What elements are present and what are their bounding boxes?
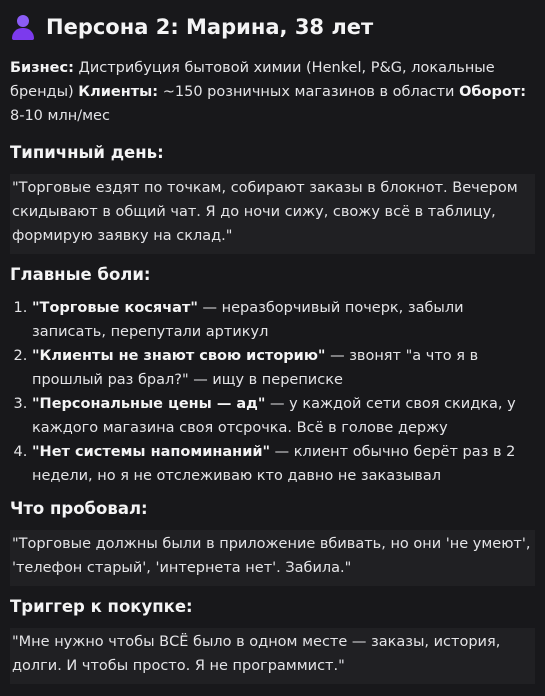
business-label: Бизнес:: [10, 60, 74, 76]
turnover-value: 8-10 млн/мес: [10, 108, 110, 124]
turnover-label: Оборот:: [459, 84, 527, 100]
section-heading-trigger: Триггер к покупке:: [10, 597, 193, 616]
list-item: [32, 392, 535, 440]
pain-title: "Клиенты не знают свою историю": [32, 348, 326, 364]
list-item: [32, 296, 535, 344]
list-item: [32, 344, 535, 392]
section-heading-pains: Главные боли:: [10, 265, 151, 284]
trigger-quote: "Мне нужно чтобы ВСЁ было в одном месте — заказы, история, долги. И чтобы просто. Я не программист.": [10, 628, 535, 684]
pain-text: — клиент обычно берёт раз в 2 недели, но я не отслеживаю кто давно не заказывал: [32, 444, 516, 484]
pain-title: "Торговые косячат": [32, 300, 198, 316]
list-item: [32, 440, 535, 488]
business-value: Дистрибуция бытовой химии (Henkel, P&G, локальные бренды): [10, 60, 495, 100]
pain-text: — звонят "а что я в прошлый раз брал?" — ищу в переписке: [32, 348, 479, 388]
clients-value: ~150 розничных магазинов в области: [162, 84, 455, 100]
pain-title: "Нет системы напоминаний": [32, 444, 271, 460]
tried-quote: "Торговые должны были в приложение вбивать, но они 'не умеют', 'телефон старый', 'интернета нет'. Забила.": [10, 530, 535, 586]
pain-text: — неразборчивый почерк, забыли записать, перепутали артикул: [32, 300, 464, 340]
pain-text: — у каждой сети своя скидка, у каждого магазина своя отсрочка. Всё в голове держу: [32, 396, 516, 436]
typical-day-quote: "Торговые ездят по точкам, собирают заказы в блокнот. Вечером скидывают в общий чат. Я до ночи сижу, свожу всё в таблицу, формирую заявку на склад.": [10, 174, 535, 254]
clients-label: Клиенты:: [78, 84, 159, 100]
pains-list: [10, 296, 535, 488]
page-title: [10, 10, 535, 44]
person-icon: [10, 14, 36, 40]
section-heading-tried: Что пробовал:: [10, 499, 148, 518]
section-heading-typical-day: Типичный день:: [10, 143, 164, 162]
title-text: Персона 2: Марина, 38 лет: [46, 15, 374, 39]
pain-title: "Персональные цены — ад": [32, 396, 266, 412]
persona-meta: [10, 56, 535, 128]
